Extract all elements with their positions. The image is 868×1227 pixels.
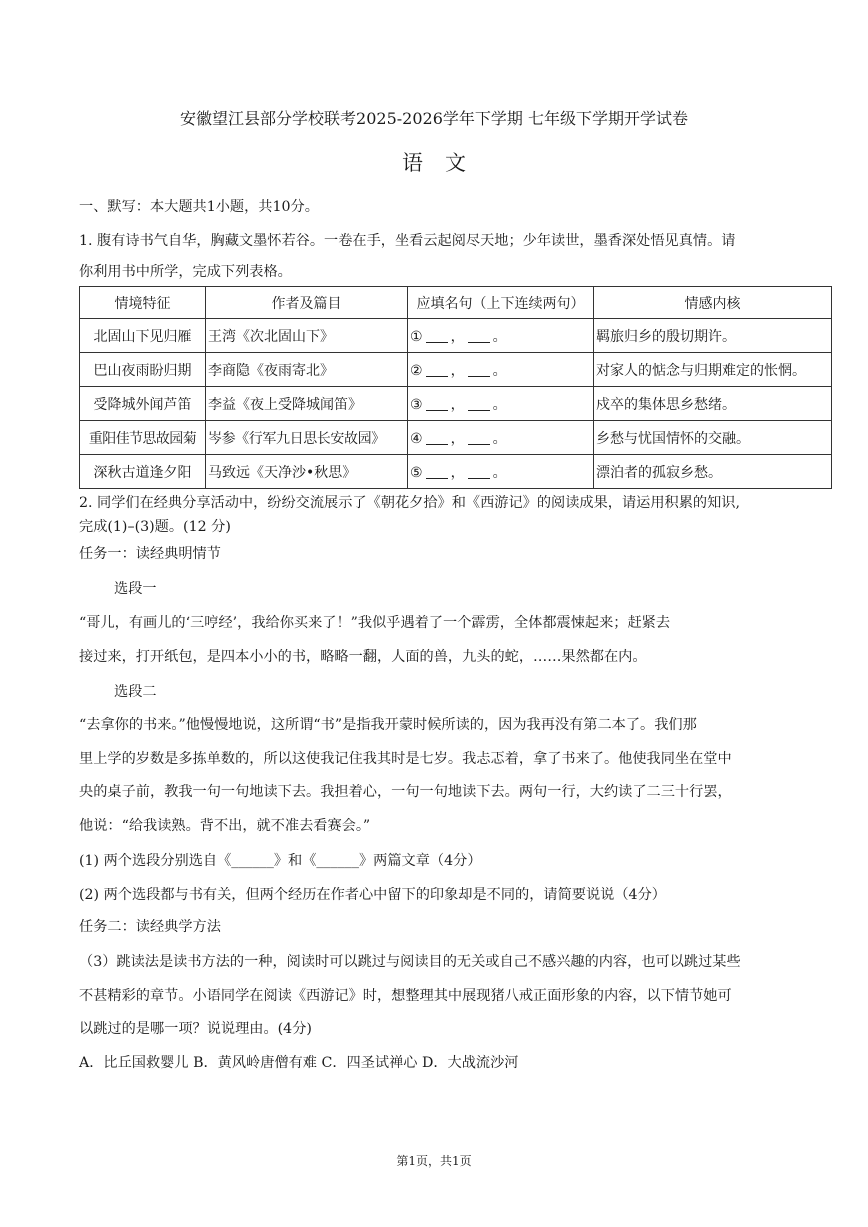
answer-blank[interactable] [426,409,448,411]
answer-cell[interactable]: ② ， 。 [408,353,594,387]
author-cell: 李益《夜上受降城闻笛》 [206,387,408,421]
scene-cell: 重阳佳节思故园菊 [80,421,206,455]
passage-1-text: “哥儿，有画儿的‘三哼经’，我给你买来了！”我似乎遇着了一个霹雳，全体都震悚起来；赶紧去 [79,615,671,631]
question-2-1: (1) 两个选段分别选自《______》和《______》两篇文章（4分） [79,853,482,869]
author-cell: 马致远《天净沙•秋思》 [206,455,408,489]
blank-number: ② [410,362,423,379]
passage-2-text-cont: 里上学的岁数是多拣单数的，所以这使我记住我其时是七岁。我忐忑着，拿了书来了。他使我同坐在堂中 [79,751,732,767]
scene-cell: 受降城外闻芦笛 [80,387,206,421]
answer-blank[interactable] [426,443,448,445]
question-1-text: 1. 腹有诗书气自华，胸藏文墨怀若谷。一卷在手，坐看云起阅尽天地；少年读世，墨香深处悟见真情。请 [79,233,736,249]
emotion-cell: 对家人的惦念与归期难定的怅惘。 [594,353,832,387]
table-row [80,455,832,489]
question-2-intro-cont: 完成(1)–(3)题。(12 分) [79,519,231,535]
table-header-row [80,287,832,319]
answer-cell[interactable]: ① ， 。 [408,319,594,353]
table-row [80,387,832,421]
subject-title: 语文 [402,151,488,175]
question-2-3: （3）跳读法是读书方法的一种，阅读时可以跳过与阅读目的无关或自己不感兴趣的内容，也可以跳过某些 [79,954,741,970]
answer-blank[interactable] [468,409,490,411]
passage-2-text-cont: 他说：“给我读熟。背不出，就不准去看赛会。” [79,818,371,834]
answer-cell[interactable]: ③ ， 。 [408,387,594,421]
answer-cell[interactable]: ④ ， 。 [408,421,594,455]
blank-number: ③ [410,396,423,413]
blank-number: ① [410,328,423,345]
table-header: 作者及篇目 [206,287,408,319]
section-heading: 一、默写：本大题共1小题，共10分。 [79,199,319,215]
emotion-cell: 漂泊者的孤寂乡愁。 [594,455,832,489]
answer-cell[interactable]: ⑤ ， 。 [408,455,594,489]
passage-2-text-cont: 央的桌子前，教我一句一句地读下去。我担着心，一句一句地读下去。两句一行，大约读了二三十行罢， [79,784,732,800]
emotion-cell: 戍卒的集体思乡愁绪。 [594,387,832,421]
table-header: 情境特征 [80,287,206,319]
blank-number: ④ [410,430,423,447]
emotion-cell: 羁旅归乡的殷切期许。 [594,319,832,353]
passage-2-text: “去拿你的书来。”他慢慢地说，这所谓“书”是指我开蒙时候所读的，因为我再没有第二本了。我们那 [79,717,697,733]
answer-blank[interactable] [468,477,490,479]
passage-1-text-cont: 接过来，打开纸包，是四本小小的书，略略一翻，人面的兽，九头的蛇，……果然都在内。 [79,649,647,665]
answer-blank[interactable] [426,477,448,479]
passage-1-label: 选段一 [114,581,157,597]
table-row [80,319,832,353]
emotion-cell: 乡愁与忧国情怀的交融。 [594,421,832,455]
task-1-heading: 任务一：读经典明情节 [79,546,221,562]
question-2-2: (2) 两个选段都与书有关，但两个经历在作者心中留下的印象却是不同的，请简要说说（4分） [79,887,666,903]
question-2-intro: 2. 同学们在经典分享活动中，纷纷交流展示了《朝花夕拾》和《西游记》的阅读成果，请运用积累的知识, [79,495,740,511]
scene-cell: 北固山下见归雁 [80,319,206,353]
exam-title: 安徽望江县部分学校联考2025-2026学年下学期 七年级下学期开学试卷 [180,109,688,128]
answer-blank[interactable] [468,375,490,377]
answer-blank[interactable] [468,443,490,445]
question-1-text-cont: 你利用书中所学，完成下列表格。 [79,264,292,280]
author-cell: 岑参《行军九日思长安故园》 [206,421,408,455]
answer-blank[interactable] [468,341,490,343]
blank-number: ⑤ [410,464,423,481]
table-header: 应填名句（上下连续两句） [408,287,594,319]
table-header: 情感内核 [594,287,832,319]
passage-2-label: 选段二 [114,684,157,700]
answer-blank[interactable] [426,341,448,343]
scene-cell: 深秋古道逢夕阳 [80,455,206,489]
author-cell: 李商隐《夜雨寄北》 [206,353,408,387]
answer-options: A．比丘国救婴儿 B．黄风岭唐僧有难 C．四圣试禅心 D．大战流沙河 [79,1055,519,1071]
table-row [80,421,832,455]
poem-table [79,286,832,489]
question-2-3-cont: 不甚精彩的章节。小语同学在阅读《西游记》时，想整理其中展现猪八戒正面形象的内容，以下情节她可 [79,988,732,1004]
author-cell: 王湾《次北固山下》 [206,319,408,353]
table-row [80,353,832,387]
page-footer: 第1页，共1页 [396,1154,472,1168]
answer-blank[interactable] [426,375,448,377]
scene-cell: 巴山夜雨盼归期 [80,353,206,387]
task-2-heading: 任务二：读经典学方法 [79,919,221,935]
question-2-3-cont: 以跳过的是哪一项？说说理由。(4分) [79,1021,312,1037]
